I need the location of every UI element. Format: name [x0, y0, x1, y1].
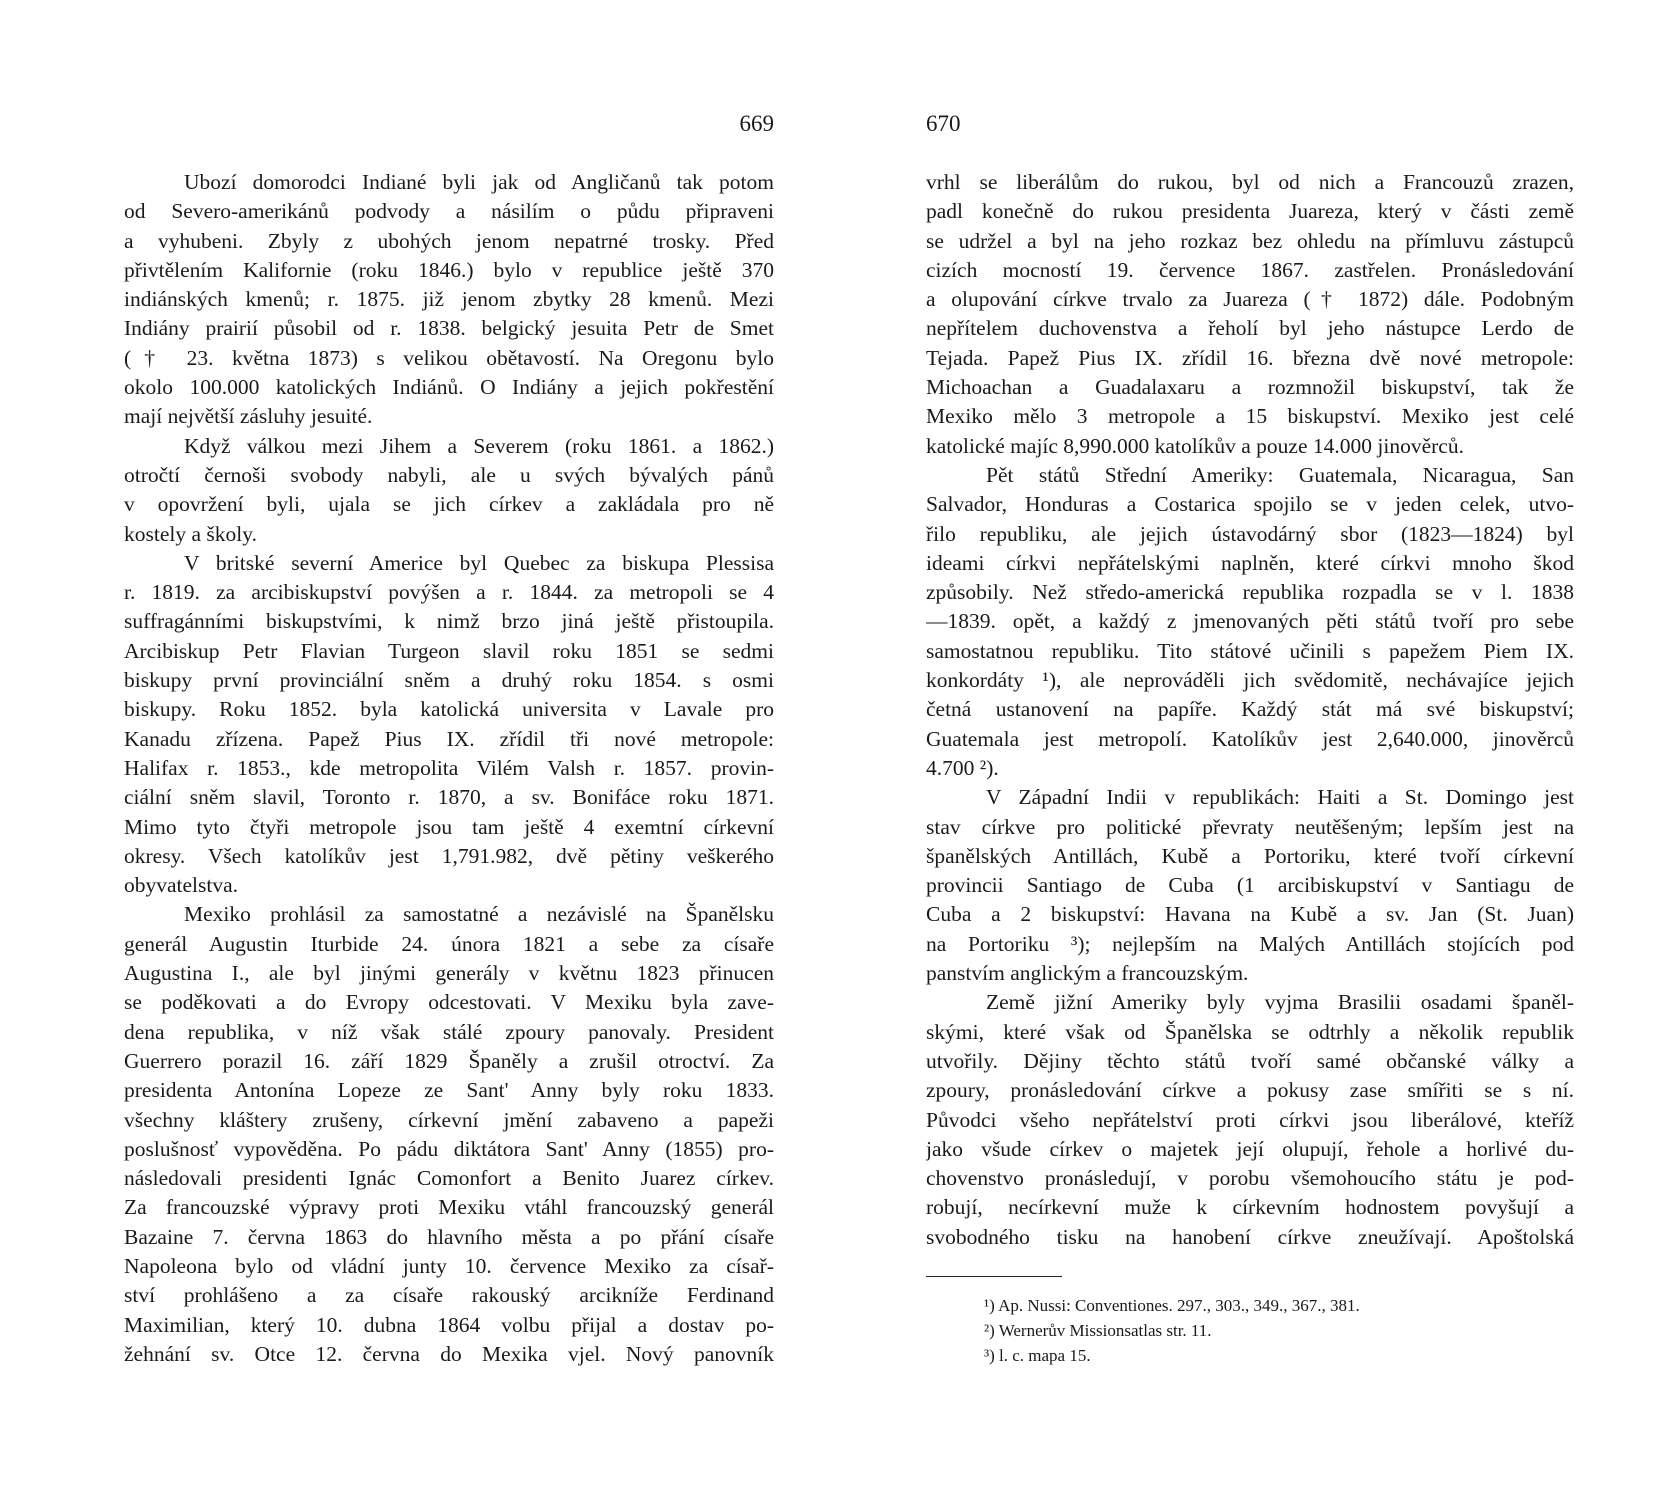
text-line: Mexiko prohlásil za samostatné a nezávislé na Španělsku [184, 902, 774, 927]
footnote: ²) Wernerův Missionsatlas str. 11. [984, 1321, 1212, 1340]
text-line: Guatemala jest metropolí. Katolíkův jest 2,640.000, jinověrců [926, 726, 1574, 751]
text-line: Pět států Střední Ameriky: Guatemala, Nicaragua, San [986, 462, 1574, 487]
text-line: nepřítelem duchovenstva a řeholí byl jeho nástupce Lerdo de [926, 316, 1574, 341]
text-line: Za francouzské výpravy proti Mexiku vtáhl francouzský generál [124, 1195, 774, 1220]
text-line: se poděkovati a do Evropy odcestovati. V Mexiku byla zave- [124, 990, 774, 1015]
text-line: biskupy první provinciální sněm a druhý roku 1854. s osmi [124, 668, 774, 693]
text-line: skými, které však od Španělska se odtrhly a několik republik [926, 1019, 1574, 1044]
text-line: Když válkou mezi Jihem a Severem (roku 1861. a 1862.) [184, 433, 774, 458]
text-line: indiánských kmenů; r. 1875. již jenom zbytky 28 kmenů. Mezi [124, 287, 774, 312]
text-line: katolické majíc 8,990.000 katolíkův a pouze 14.000 jinověrců. [926, 433, 1464, 458]
text-line: provincii Santiago de Cuba (1 arcibiskupství v Santiagu de [926, 873, 1574, 898]
text-line: způsobily. Než středo-americká republika rozpadla se v l. 1838 [926, 580, 1574, 605]
text-line: Halifax r. 1853., kde metropolita Vilém Valsh r. 1857. provin- [124, 755, 774, 780]
text-line: († 23. května 1873) s velikou obětavostí. Na Oregonu bylo [124, 345, 774, 370]
text-line: přivtělením Kalifornie (roku 1846.) bylo v republice ještě 370 [124, 257, 774, 282]
text-line: Mexiko mělo 3 metropole a 15 biskupství. Mexiko jest celé [926, 404, 1574, 429]
text-line: mají největší zásluhy jesuité. [124, 404, 373, 429]
text-line: Země jižní Ameriky byly vyjma Brasilii osadami španěl- [986, 990, 1574, 1015]
text-line: dena republika, v níž však stálé zpoury panovaly. President [124, 1019, 774, 1044]
text-line: vrhl se liberálům do rukou, byl od nich a Francouzů zrazen, [926, 170, 1574, 194]
text-line: Indiány prairií působil od r. 1838. belgický jesuita Petr de Smet [124, 316, 774, 341]
page-number: 669 [739, 111, 774, 136]
text-line: generál Augustin Iturbide 24. února 1821 a sebe za císaře [124, 931, 774, 956]
text-line: se udržel a byl na jeho rozkaz bez ohledu na přímluvu zástupců [926, 228, 1574, 253]
text-line: robují, necírkevní muže k církevním hodnostem povyšují a [926, 1195, 1574, 1220]
text-line: svobodného tisku na hanobení církve zneužívají. Apoštolská [926, 1224, 1574, 1249]
text-line: Mimo tyto čtyři metropole jsou tam ještě 4 exemtní církevní [124, 814, 774, 839]
text-line: otročtí černoši svobody nabyli, ale u svých bývalých pánů [124, 462, 774, 487]
text-line: řilo republiku, ale jejich ústavodárný sbor (1823—1824) byl [926, 521, 1574, 546]
text-line: španělských Antillách, Kubě a Portoriku, které tvoří církevní [926, 843, 1574, 868]
text-line: zpoury, pronásledování církve a pokusy zase smířiti se s ní. [926, 1078, 1574, 1103]
text-line: Tejada. Papež Pius IX. zřídil 16. března dvě nové metropole: [926, 345, 1574, 370]
text-line: ství prohlášeno a za císaře rakouský arcikníže Ferdinand [124, 1283, 774, 1308]
text-line: suffragánními biskupstvími, k nimž brzo jiná ještě přistoupila. [124, 609, 774, 634]
text-line: V Západní Indii v republikách: Haiti a St. Domingo jest [986, 785, 1574, 810]
text-line: Napoleona bylo od vládní junty 10. července Mexiko za císař- [124, 1253, 774, 1278]
text-line: Guerrero porazil 16. září 1829 Španěly a zrušil otroctví. Za [124, 1048, 774, 1073]
page-number: 670 [926, 111, 961, 136]
text-line: konkordáty ¹), ale neprováděli jich svědomitě, nechávajíce jejich [926, 668, 1574, 693]
text-line: Ubozí domorodci Indiané byli jak od Angličanů tak potom [184, 170, 774, 194]
text-line: panstvím anglickým a francouzským. [926, 961, 1249, 986]
footnote-divider [926, 1276, 1062, 1277]
text-line: ideami církvi nepřátelskými naplněn, které církvi mnoho škod [926, 550, 1574, 575]
text-line: cizích mocností 19. července 1867. zastřelen. Pronásledování [926, 257, 1574, 282]
text-line: Maximilian, který 10. dubna 1864 volbu přijal a dostav po- [124, 1312, 774, 1337]
text-line: Kanadu zřízena. Papež Pius IX. zřídil tři nové metropole: [124, 726, 774, 751]
text-line: jako všude církev o majetek její olupují, řehole a horlivé du- [926, 1136, 1574, 1161]
text-line: Původci všeho nepřátelství proti církvi jsou liberálové, kteříž [926, 1107, 1574, 1132]
footnote: ³) l. c. mapa 15. [984, 1346, 1091, 1365]
text-line: okresy. Všech katolíkův jest 1,791.982, dvě pětiny veškerého [124, 843, 774, 868]
text-line: utvořily. Dějiny těchto států tvoří samé občanské války a [926, 1048, 1574, 1073]
footnote: ¹) Ap. Nussi: Conventiones. 297., 303., 349., 367., 381. [984, 1296, 1360, 1315]
footnotes [984, 1293, 1360, 1368]
text-line: V britské severní Americe byl Quebec za biskupa Plessisa [184, 550, 774, 575]
text-line: žehnání sv. Otce 12. června do Mexika vjel. Nový panovník [124, 1341, 774, 1366]
text-line: obyvatelstva. [124, 873, 239, 898]
text-line: okolo 100.000 katolických Indiánů. O Indiány a jejich pokřestění [124, 375, 774, 400]
text-line: chovenstvo pronásledují, v porobu všemohoucího státu je pod- [926, 1166, 1574, 1191]
text-line: kostely a školy. [124, 521, 257, 546]
text-line: a vyhubeni. Zbyly z ubohých jenom nepatrné trosky. Před [124, 228, 774, 253]
text-line: a olupování církve trvalo za Juareza († 1872) dále. Podobným [926, 287, 1574, 312]
text-line: Cuba a 2 biskupství: Havana na Kubě a sv. Jan (St. Juan) [926, 902, 1574, 927]
text-line: Michoachan a Guadalaxaru a rozmnožil biskupství, tak že [926, 375, 1574, 400]
text-line: stav církve pro politické převraty neutěšeným; lepším jest na [926, 814, 1574, 839]
text-line: Bazaine 7. června 1863 do hlavního města a po přání císaře [124, 1224, 774, 1249]
text-line: četná ustanovení na papíře. Každý stát má své biskupství; [926, 697, 1574, 722]
text-line: r. 1819. za arcibiskupství povýšen a r. 1844. za metropoli se 4 [124, 580, 774, 605]
text-line: následovali presidenti Ignác Comonfort a Benito Juarez církev. [124, 1166, 774, 1191]
text-line: biskupy. Roku 1852. byla katolická universita v Lavale pro [124, 697, 774, 722]
text-line: Augustina I., ale byl jinými generály v květnu 1823 přinucen [124, 961, 774, 986]
text-line: v opovržení byli, ujala se jich církev a zakládala pro ně [124, 492, 774, 517]
text-line: presidenta Antonína Lopeze ze Sant' Anny byly roku 1833. [124, 1078, 774, 1103]
text-line: na Portoriku ³); nejlepším na Malých Antillách stojících pod [926, 931, 1574, 956]
text-line: poslušnosť vypověděna. Po pádu diktátora Sant' Anny (1855) pro- [124, 1136, 774, 1161]
right-page-text [926, 168, 1574, 1252]
text-line: všechny kláštery zrušeny, církevní jmění zabaveno a papeži [124, 1107, 774, 1132]
text-line: ciální sněm slavil, Toronto r. 1870, a sv. Bonifáce roku 1871. [124, 785, 774, 810]
left-page-text [124, 168, 774, 1369]
text-line: —1839. opět, a každý z jmenovaných pěti států tvoří pro sebe [926, 609, 1574, 634]
text-line: samostatnou republiku. Tito státové učinili s papežem Piem IX. [926, 638, 1574, 663]
text-line: 4.700 ²). [926, 755, 999, 780]
text-line: od Severo-amerikánů podvody a násilím o půdu připraveni [124, 199, 774, 224]
text-line: padl konečně do rukou presidenta Juareza, který v části země [926, 199, 1574, 224]
text-line: Arcibiskup Petr Flavian Turgeon slavil roku 1851 se sedmi [124, 638, 774, 663]
text-line: Salvador, Honduras a Costarica spojilo se v jeden celek, utvo- [926, 492, 1574, 517]
